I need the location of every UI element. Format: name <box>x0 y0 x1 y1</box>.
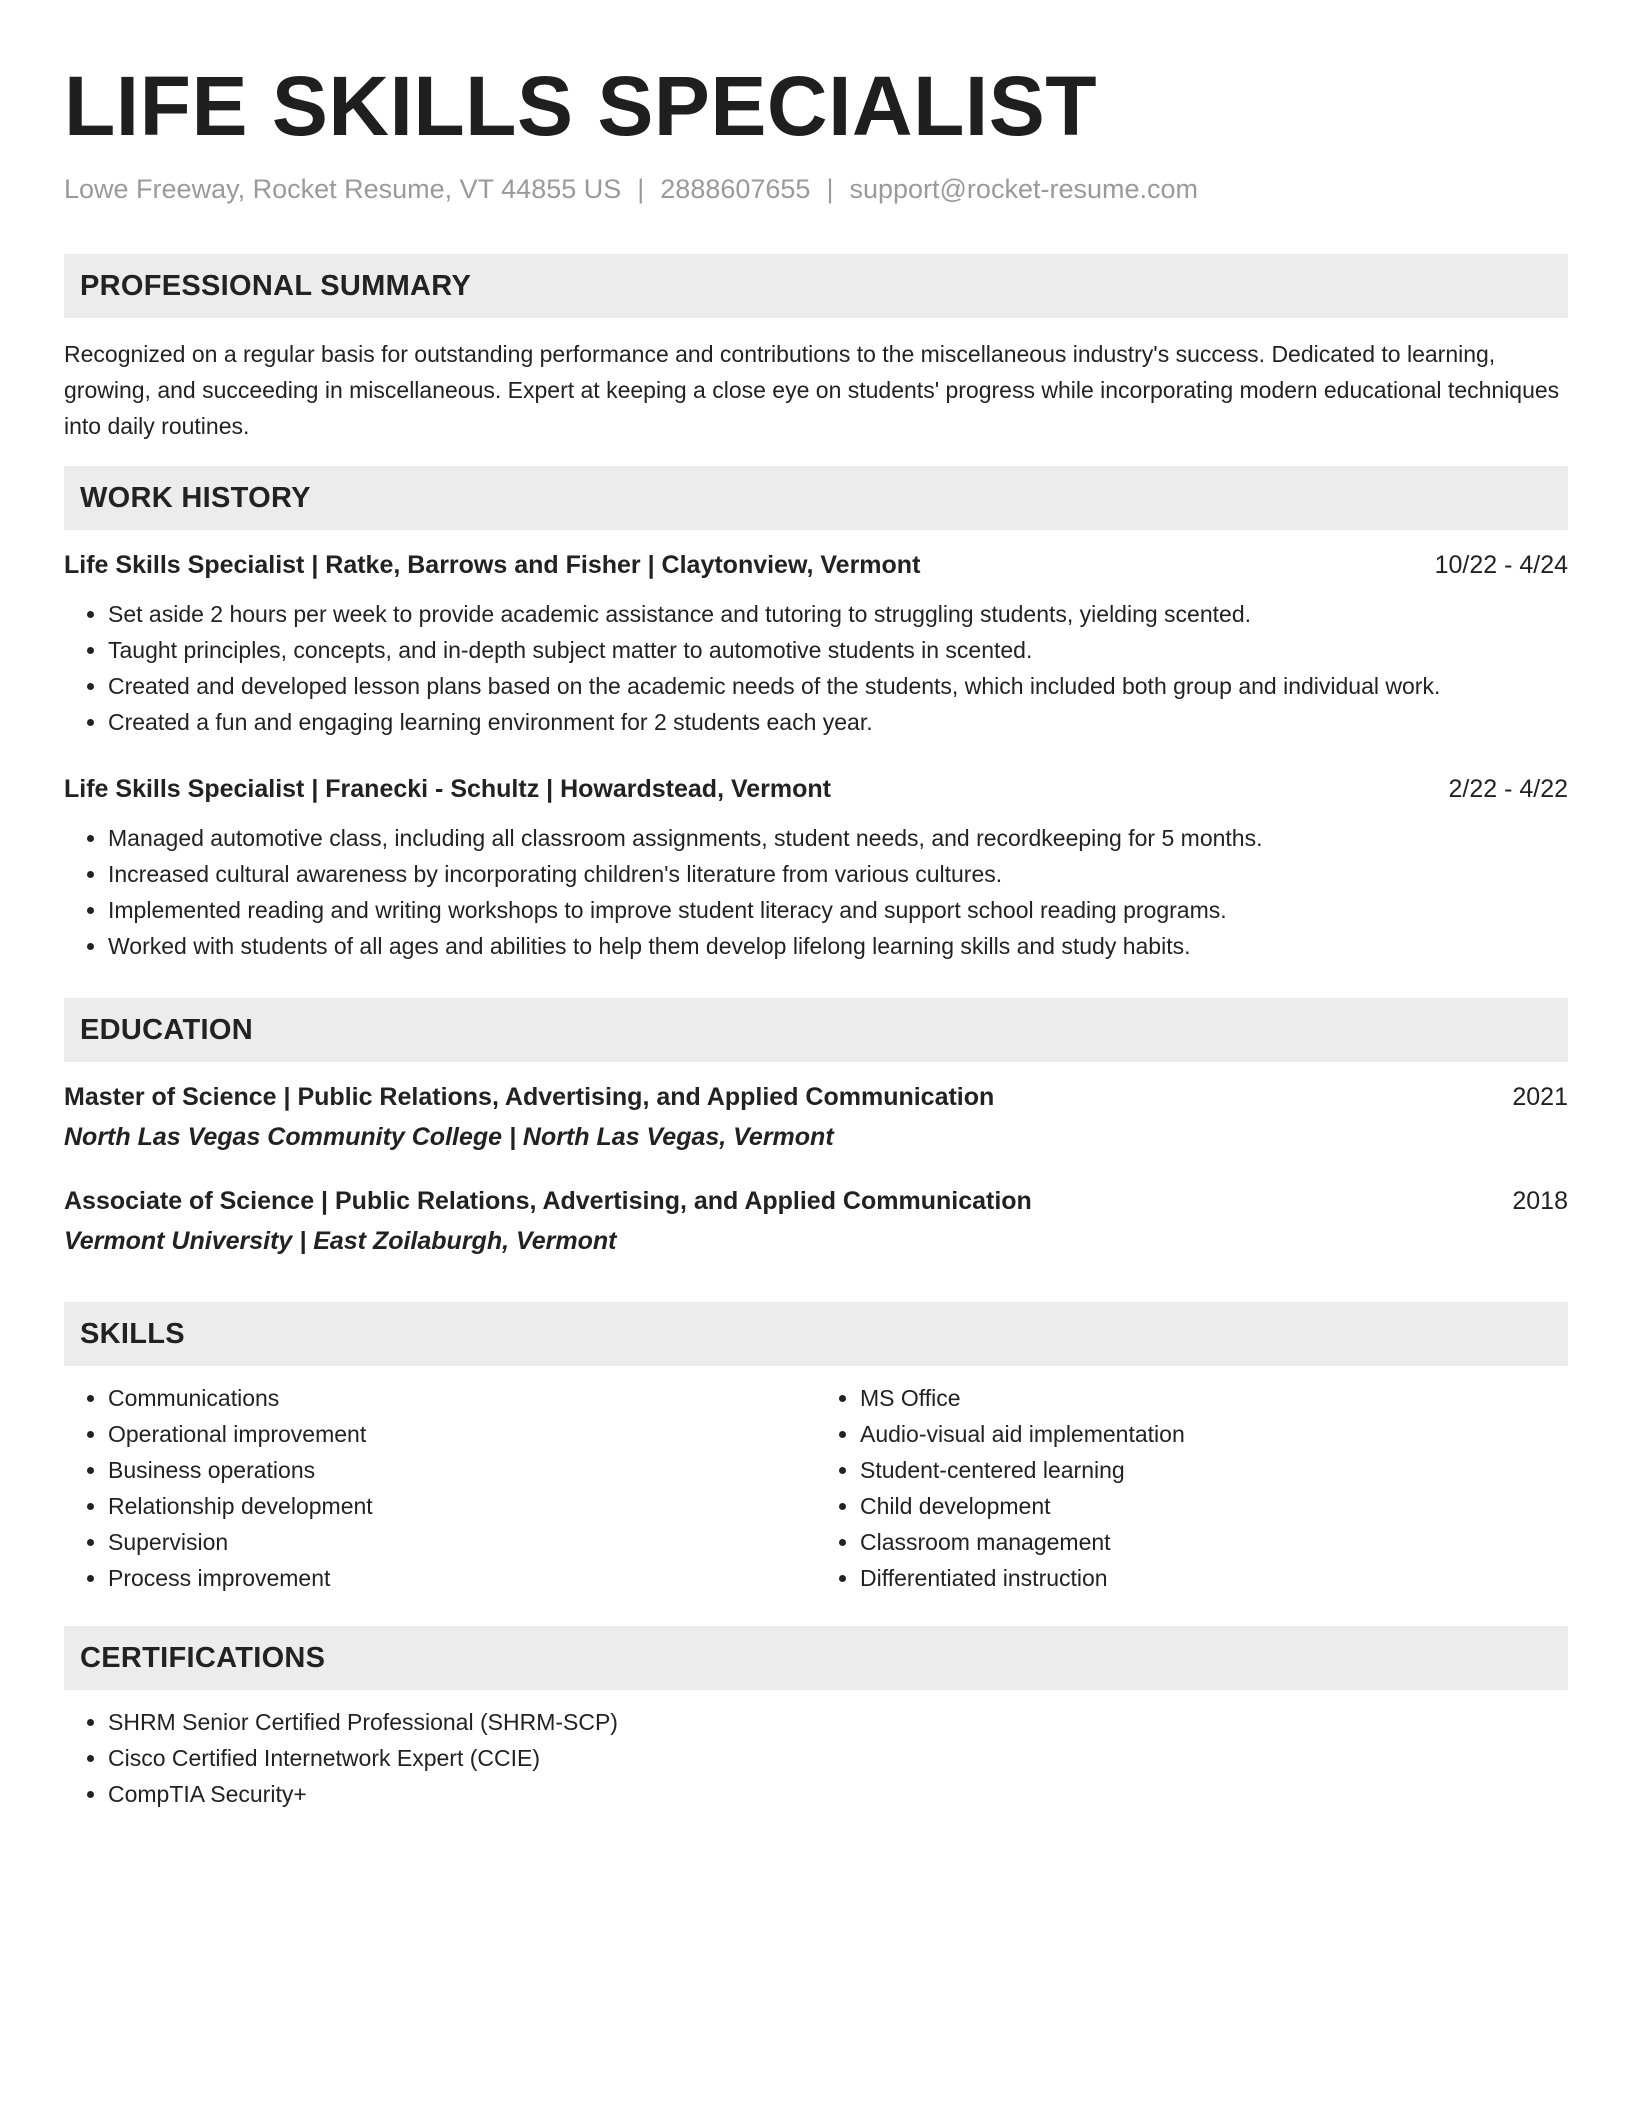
job-bullets <box>64 820 1568 964</box>
certification-item: • Cisco Certified Internetwork Expert (CCIE) <box>108 1740 1568 1776</box>
contact-email: support@rocket-resume.com <box>849 174 1198 204</box>
job-bullet: • Taught principles, concepts, and in-depth subject matter to automotive students in scented. <box>108 632 1568 668</box>
section-header-work-history: WORK HISTORY <box>64 466 1568 530</box>
contact-phone: 2888607655 <box>660 174 811 204</box>
skill-item: • Relationship development <box>108 1488 816 1524</box>
education-header <box>64 1080 1568 1114</box>
section-header-skills: SKILLS <box>64 1302 1568 1366</box>
skill-item: • Child development <box>860 1488 1568 1524</box>
job-entry <box>64 772 1568 964</box>
education-year: 2018 <box>1512 1187 1568 1215</box>
job-header <box>64 772 1568 806</box>
job-bullet: • Implemented reading and writing workshops to improve student literacy and support school reading programs. <box>108 892 1568 928</box>
job-title: Life Skills Specialist | Franecki - Schultz | Howardstead, Vermont <box>64 775 831 803</box>
job-bullet: • Created and developed lesson plans based on the academic needs of the students, which included both group and individual work. <box>108 668 1568 704</box>
education-entry <box>64 1080 1568 1154</box>
education-degree: Master of Science | Public Relations, Advertising, and Applied Communication <box>64 1083 995 1111</box>
job-title: Life Skills Specialist | Ratke, Barrows and Fisher | Claytonview, Vermont <box>64 551 921 579</box>
education-degree: Associate of Science | Public Relations, Advertising, and Applied Communication <box>64 1187 1032 1215</box>
section-header-summary: PROFESSIONAL SUMMARY <box>64 254 1568 318</box>
skills-list-left <box>64 1380 816 1596</box>
skill-item: • Audio-visual aid implementation <box>860 1416 1568 1452</box>
job-bullet: • Set aside 2 hours per week to provide academic assistance and tutoring to struggling students, yielding scented. <box>108 596 1568 632</box>
job-entry <box>64 548 1568 740</box>
certifications-list <box>64 1704 1568 1812</box>
education-header <box>64 1184 1568 1218</box>
job-bullets <box>64 596 1568 740</box>
resume-title: LIFE SKILLS SPECIALIST <box>64 59 1098 153</box>
skill-item: • Student-centered learning <box>860 1452 1568 1488</box>
education-school: Vermont University | East Zoilaburgh, Vermont <box>64 1227 617 1255</box>
section-header-certifications: CERTIFICATIONS <box>64 1626 1568 1690</box>
contact-separator: | <box>637 174 645 204</box>
job-dates: 2/22 - 4/22 <box>1448 775 1568 803</box>
skills-list-right <box>816 1380 1568 1596</box>
skill-item: • MS Office <box>860 1380 1568 1416</box>
skill-item: • Classroom management <box>860 1524 1568 1560</box>
job-dates: 10/22 - 4/24 <box>1434 551 1568 579</box>
section-header-education: EDUCATION <box>64 998 1568 1062</box>
skills-columns <box>64 1380 1568 1596</box>
skill-item: • Process improvement <box>108 1560 816 1596</box>
contact-separator: | <box>826 174 834 204</box>
certification-item: • SHRM Senior Certified Professional (SHRM-SCP) <box>108 1704 1568 1740</box>
job-bullet: • Created a fun and engaging learning environment for 2 students each year. <box>108 704 1568 740</box>
education-school: North Las Vegas Community College | North Las Vegas, Vermont <box>64 1123 834 1151</box>
contact-line <box>64 172 1568 206</box>
education-entry <box>64 1184 1568 1258</box>
skill-item: • Business operations <box>108 1452 816 1488</box>
job-bullet: • Increased cultural awareness by incorporating children's literature from various cultures. <box>108 856 1568 892</box>
job-header <box>64 548 1568 582</box>
skill-item: • Supervision <box>108 1524 816 1560</box>
certification-item: • CompTIA Security+ <box>108 1776 1568 1812</box>
contact-address: Lowe Freeway, Rocket Resume, VT 44855 US <box>64 174 622 204</box>
skill-item: • Operational improvement <box>108 1416 816 1452</box>
skill-item: • Communications <box>108 1380 816 1416</box>
summary-text: Recognized on a regular basis for outstanding performance and contributions to the miscellaneous industry's success. Dedicated to learning, growing, and succeeding in miscellaneous. Expert at keeping a close eye on students' progress while incorporating modern educational techniques into daily routines. <box>64 341 1560 439</box>
skill-item: • Differentiated instruction <box>860 1560 1568 1596</box>
education-year: 2021 <box>1512 1083 1568 1111</box>
job-bullet: • Managed automotive class, including all classroom assignments, student needs, and recordkeeping for 5 months. <box>108 820 1568 856</box>
job-bullet: • Worked with students of all ages and abilities to help them develop lifelong learning skills and study habits. <box>108 928 1568 964</box>
